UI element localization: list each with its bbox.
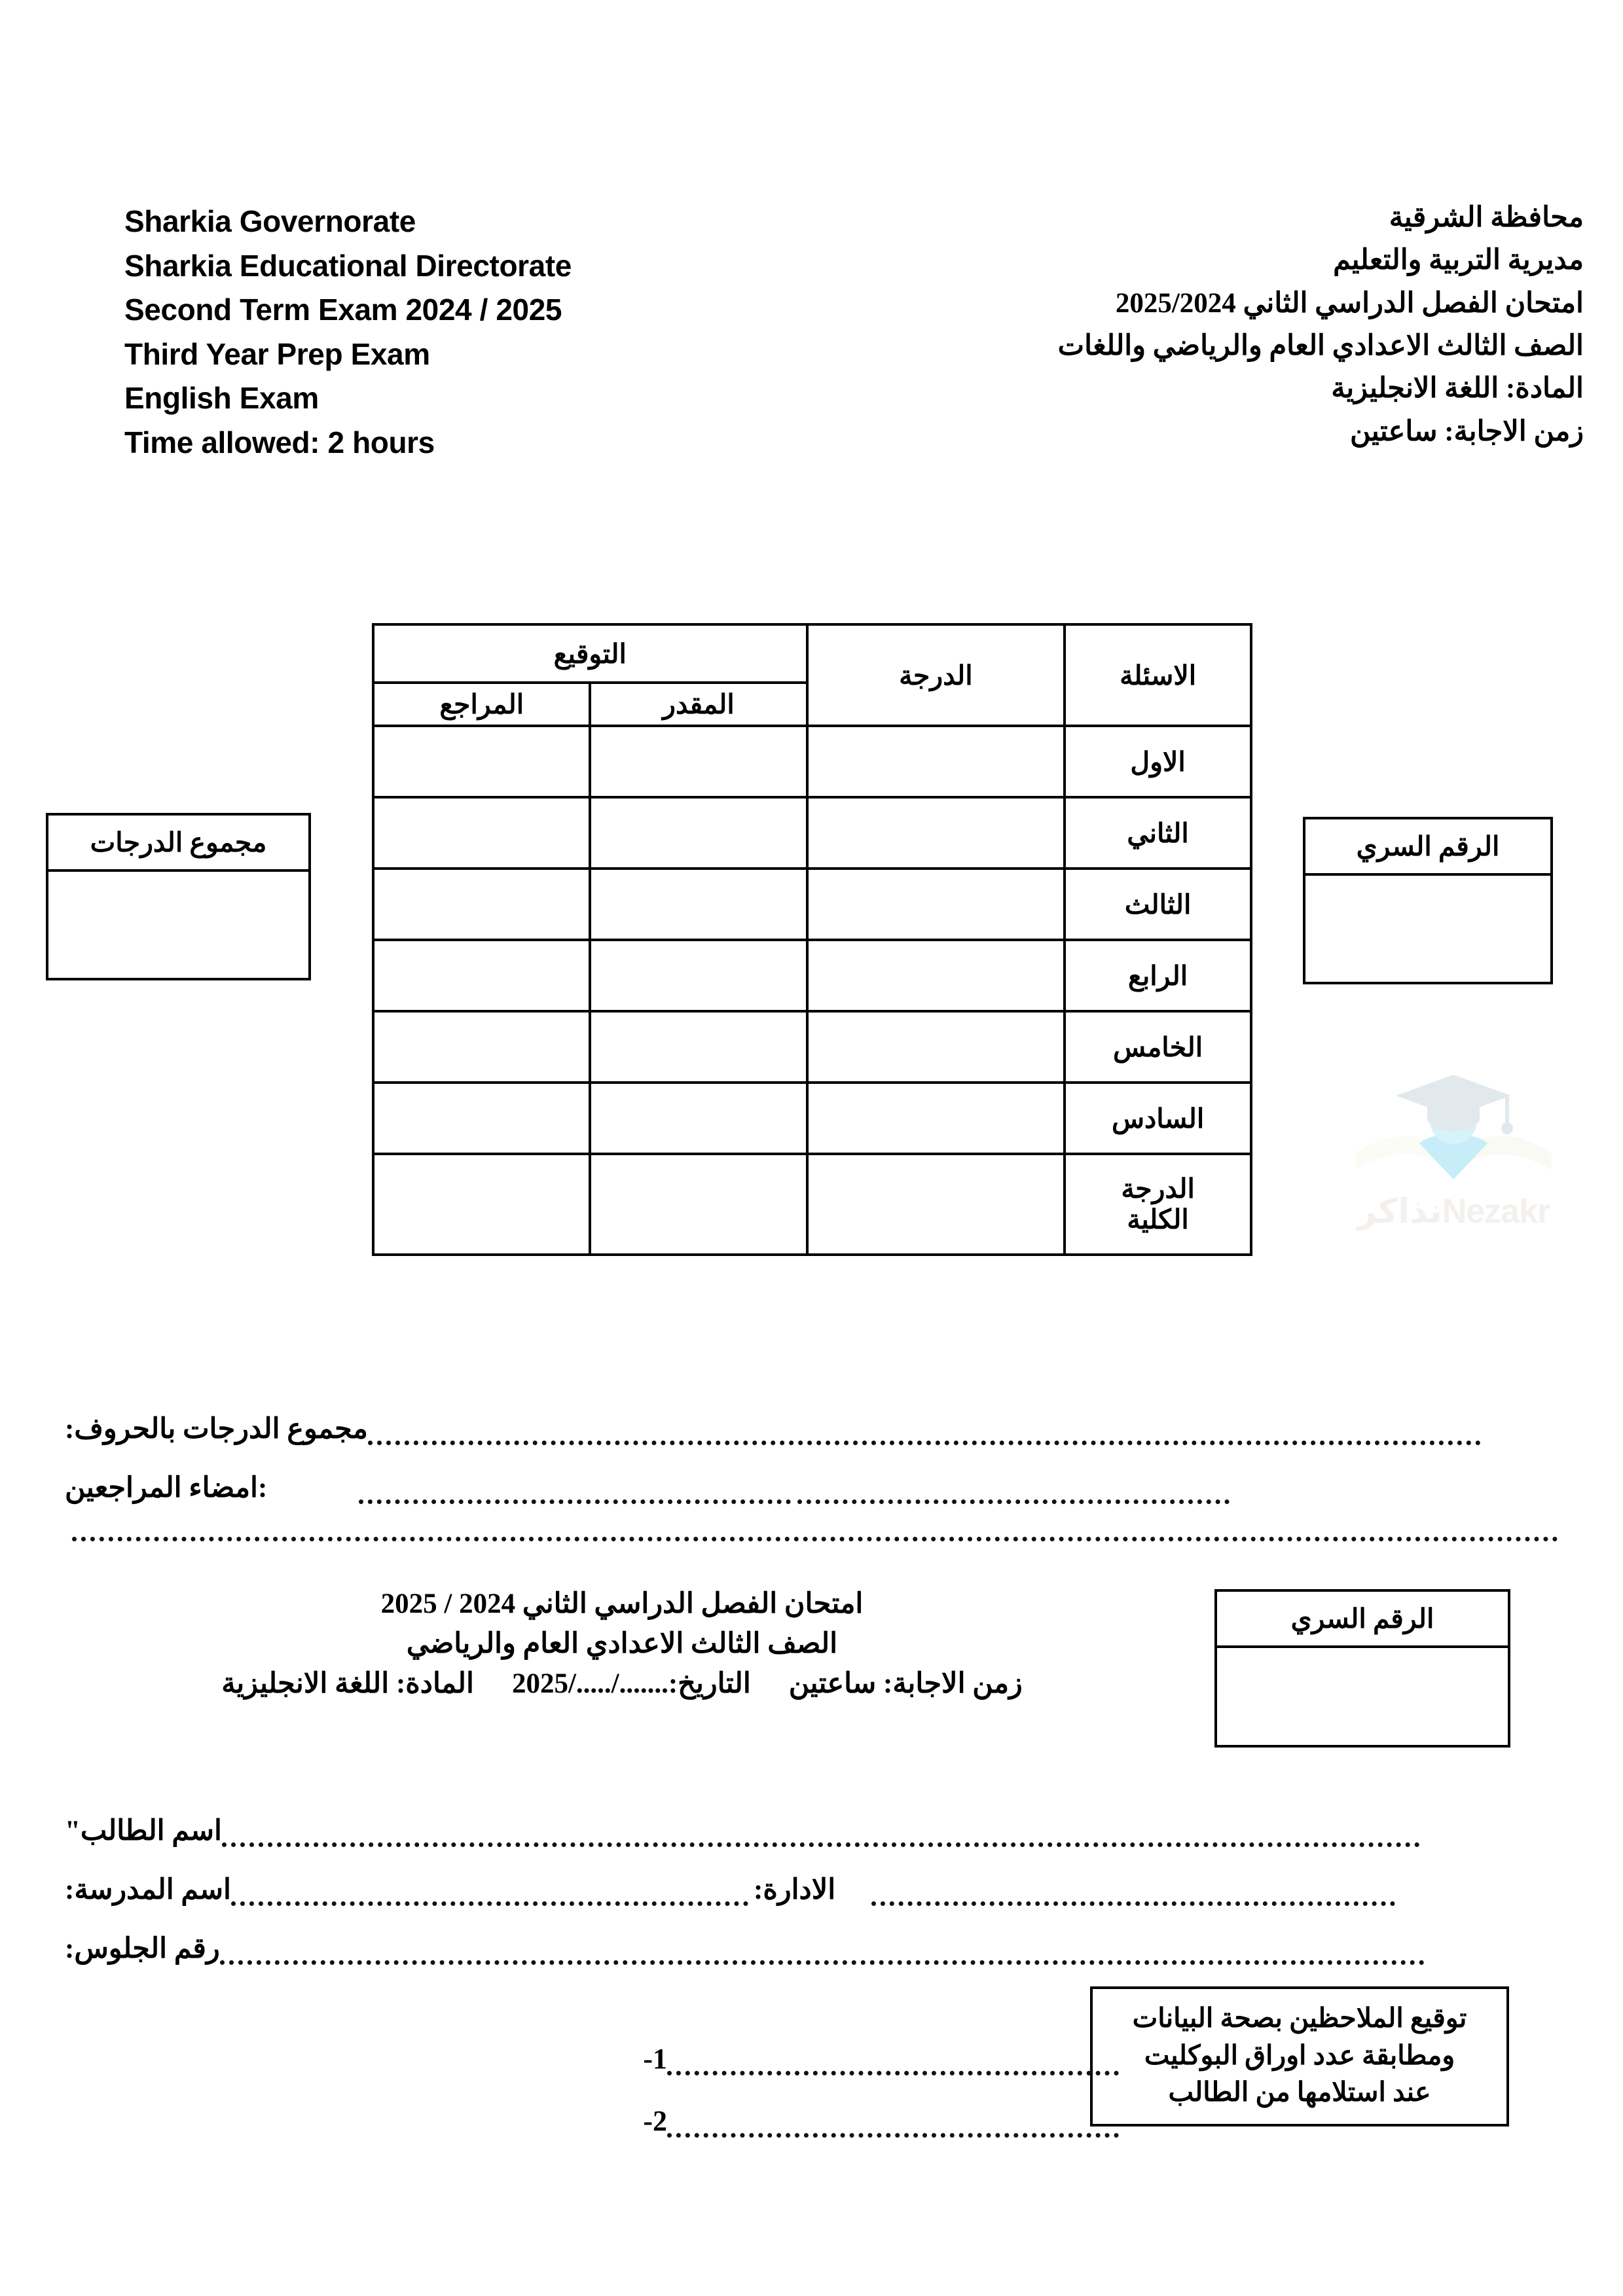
header-cell-estimator: المقدر — [590, 683, 807, 726]
table-row — [373, 940, 1251, 1011]
table-row — [373, 869, 1251, 940]
observer-signature-number-1: 1- — [643, 2043, 667, 2075]
cell-degree-4[interactable] — [807, 940, 1065, 1011]
secret-number-box-top-title: الرقم السري — [1305, 819, 1550, 876]
secret-number-box-bottom-title: الرقم السري — [1217, 1592, 1508, 1648]
cell-estimator-total[interactable] — [590, 1154, 807, 1255]
total-grades-box-value[interactable] — [48, 872, 308, 978]
observer-signature-field-2[interactable] — [667, 2133, 1119, 2138]
school-name-field[interactable] — [231, 1901, 748, 1906]
cell-reviewer-total[interactable] — [373, 1154, 590, 1255]
english-header-line-1: Sharkia Governorate — [124, 204, 416, 238]
cell-estimator-6[interactable] — [590, 1083, 807, 1154]
english-header-line-3: Second Term Exam 2024 / 2025 — [124, 293, 562, 327]
lower-header-time-allowed: زمن الاجابة: ساعتين — [788, 1668, 1023, 1700]
student-name-row — [65, 1814, 1551, 1847]
table-row — [373, 797, 1251, 869]
total-grades-in-letters-field[interactable] — [368, 1441, 1481, 1445]
school-name-row — [65, 1873, 1551, 1906]
table-row — [373, 1083, 1251, 1154]
row-label-question-2: الثاني — [1065, 797, 1251, 869]
header-cell-reviewer: المراجع — [373, 683, 590, 726]
cell-reviewer-3[interactable] — [373, 869, 590, 940]
reviewers-signature-label: امضاء المراجعين — [65, 1473, 258, 1503]
reviewers-signature-field-2[interactable] — [797, 1499, 1230, 1504]
cell-degree-3[interactable] — [807, 869, 1065, 940]
observers-note-line-3: عند استلامها من الطالب — [1168, 2077, 1431, 2108]
cell-degree-total[interactable] — [807, 1154, 1065, 1255]
seat-number-label: رقم الجلوس: — [65, 1933, 220, 1964]
english-header-line-4: Third Year Prep Exam — [124, 336, 430, 371]
cell-estimator-5[interactable] — [590, 1011, 807, 1083]
lower-header-line-2: الصف الثالث الاعدادي العام والرياضي — [406, 1628, 838, 1660]
cell-estimator-1[interactable] — [590, 726, 807, 797]
cell-degree-1[interactable] — [807, 726, 1065, 797]
observer-signature-line-2 — [639, 2104, 1119, 2138]
table-row — [373, 1011, 1251, 1083]
administration-label: الادارة: — [754, 1874, 836, 1905]
cell-degree-6[interactable] — [807, 1083, 1065, 1154]
student-name-label: اسم الطالب" — [65, 1816, 222, 1846]
arabic-header-block — [877, 196, 1584, 453]
watermark-brand-arabic: نذاكر — [1357, 1193, 1442, 1230]
lower-header-subject: المادة: اللغة الانجليزية — [221, 1668, 474, 1700]
row-label-question-6: السادس — [1065, 1083, 1251, 1154]
cell-degree-2[interactable] — [807, 797, 1065, 869]
arabic-header-line-2: مديرية التربية والتعليم — [1333, 245, 1584, 276]
row-label-total-degree — [1065, 1154, 1251, 1255]
total-grades-box — [46, 813, 311, 980]
row-label-question-4: الرابع — [1065, 940, 1251, 1011]
table-row — [373, 726, 1251, 797]
secret-number-box-bottom-value[interactable] — [1217, 1648, 1508, 1745]
row-label-question-1: الاول — [1065, 726, 1251, 797]
lower-header-line-1: امتحان الفصل الدراسي الثاني 2024 / 2025 — [380, 1588, 864, 1619]
english-header-block — [124, 200, 845, 465]
cell-estimator-3[interactable] — [590, 869, 807, 940]
cell-degree-5[interactable] — [807, 1011, 1065, 1083]
cell-estimator-4[interactable] — [590, 940, 807, 1011]
row-label-total-degree-line2: الكلية — [1127, 1204, 1189, 1234]
watermark-brand-text — [1336, 1192, 1571, 1231]
cell-estimator-2[interactable] — [590, 797, 807, 869]
table-header-row-primary — [373, 624, 1251, 683]
row-label-total-degree-line1: الدرجة — [1121, 1174, 1195, 1204]
arabic-header-line-5: المادة: اللغة الانجليزية — [1331, 373, 1584, 404]
total-grades-in-letters-row — [65, 1412, 1551, 1445]
header-cell-degree: الدرجة — [807, 624, 1065, 726]
reviewers-signature-row — [65, 1471, 1551, 1504]
student-name-field[interactable] — [222, 1842, 1420, 1847]
header-cell-signature: التوقيع — [373, 624, 807, 683]
cell-reviewer-1[interactable] — [373, 726, 590, 797]
row-label-question-5: الخامس — [1065, 1011, 1251, 1083]
nezakr-watermark — [1336, 1055, 1571, 1245]
observer-signature-field-1[interactable] — [667, 2071, 1119, 2075]
lower-header-block — [98, 1584, 1146, 1704]
table-row-total — [373, 1154, 1251, 1255]
english-header-line-6: Time allowed: 2 hours — [124, 425, 435, 460]
cell-reviewer-5[interactable] — [373, 1011, 590, 1083]
lower-header-date[interactable]: التاريخ:......./...../2025 — [511, 1668, 751, 1700]
seat-number-row — [65, 1932, 1551, 1965]
observers-note-line-2: ومطابقة عدد اوراق البوكليت — [1144, 2039, 1455, 2070]
cell-reviewer-4[interactable] — [373, 940, 590, 1011]
observers-note-line-1: توقيع الملاحظين بصحة البيانات — [1132, 2003, 1467, 2033]
arabic-header-line-3: امتحان الفصل الدراسي الثاني 2025/2024 — [1115, 287, 1584, 319]
section-separator-dotted — [72, 1537, 1558, 1541]
english-header-line-5: English Exam — [124, 381, 319, 416]
row-label-question-3: الثالث — [1065, 869, 1251, 940]
secret-number-box-top-value[interactable] — [1305, 876, 1550, 982]
reviewers-signature-field-1[interactable] — [359, 1499, 791, 1504]
total-grades-box-title: مجموع الدرجات — [48, 816, 308, 872]
grades-table — [372, 623, 1252, 1256]
seat-number-field[interactable] — [220, 1960, 1425, 1965]
observer-signature-number-2: 2- — [643, 2105, 667, 2137]
cell-reviewer-6[interactable] — [373, 1083, 590, 1154]
english-header-line-2: Sharkia Educational Directorate — [124, 248, 572, 283]
administration-field[interactable] — [871, 1901, 1395, 1906]
arabic-header-line-6: زمن الاجابة: ساعتين — [1350, 416, 1584, 447]
cell-reviewer-2[interactable] — [373, 797, 590, 869]
secret-number-box-bottom — [1214, 1589, 1510, 1748]
arabic-header-line-1: محافظة الشرقية — [1389, 202, 1584, 233]
header-cell-questions: الاسئلة — [1065, 624, 1251, 726]
graduate-book-logo-icon — [1336, 1055, 1571, 1199]
reviewers-signature-colon: : — [257, 1473, 268, 1503]
observers-signature-note-box — [1090, 1986, 1509, 2126]
secret-number-box-top — [1303, 817, 1553, 984]
lower-header-line-3 — [98, 1664, 1146, 1704]
watermark-brand-latin: Nezakr — [1442, 1193, 1550, 1230]
observer-signature-line-1 — [639, 2042, 1119, 2075]
school-name-label: اسم المدرسة: — [65, 1874, 231, 1905]
total-grades-in-letters-label: مجموع الدرجات بالحروف: — [65, 1414, 368, 1444]
arabic-header-line-4: الصف الثالث الاعدادي العام والرياضي واللغات — [1057, 331, 1584, 362]
